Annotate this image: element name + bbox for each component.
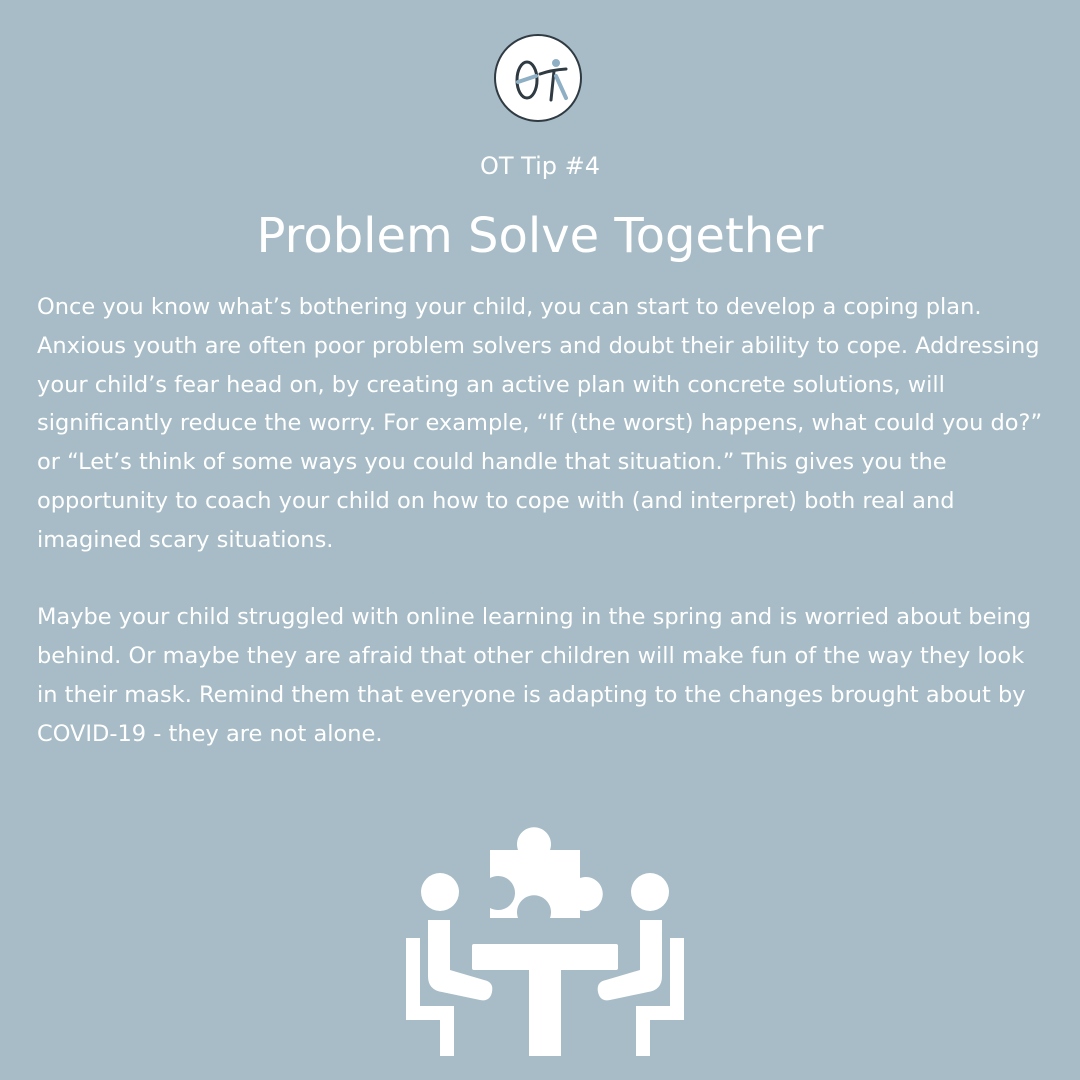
tip-label: OT Tip #4: [479, 152, 600, 180]
page-title: Problem Solve Together: [256, 208, 824, 264]
paragraph: Once you know what’s bothering your child, you can start to develop a coping plan. Anxious youth are often poor problem solvers and doubt their ability to cope. Addressing your child’s fear head on, by creating an active plan with concrete solutions, will significantly reduce the worry. For example, “If (the worst) happens, what could you do?” or “Let’s think of some ways you could handle that situation.” This gives you the opportunity to coach your child on how to cope with (and interpret) both real and imagined scary situations.: [37, 294, 1043, 553]
body-text: [37, 288, 1047, 754]
ot-logo-icon: [494, 34, 582, 122]
paragraph: Maybe your child struggled with online learning in the spring and is worried about being behind. Or maybe they are afraid that other children will make fun of the way they look in their mask. Remind them that everyone is adapting to the changes brought about by COVID-19 - they are not alone.: [37, 604, 1032, 747]
people-puzzle-table-icon: [390, 820, 700, 1064]
